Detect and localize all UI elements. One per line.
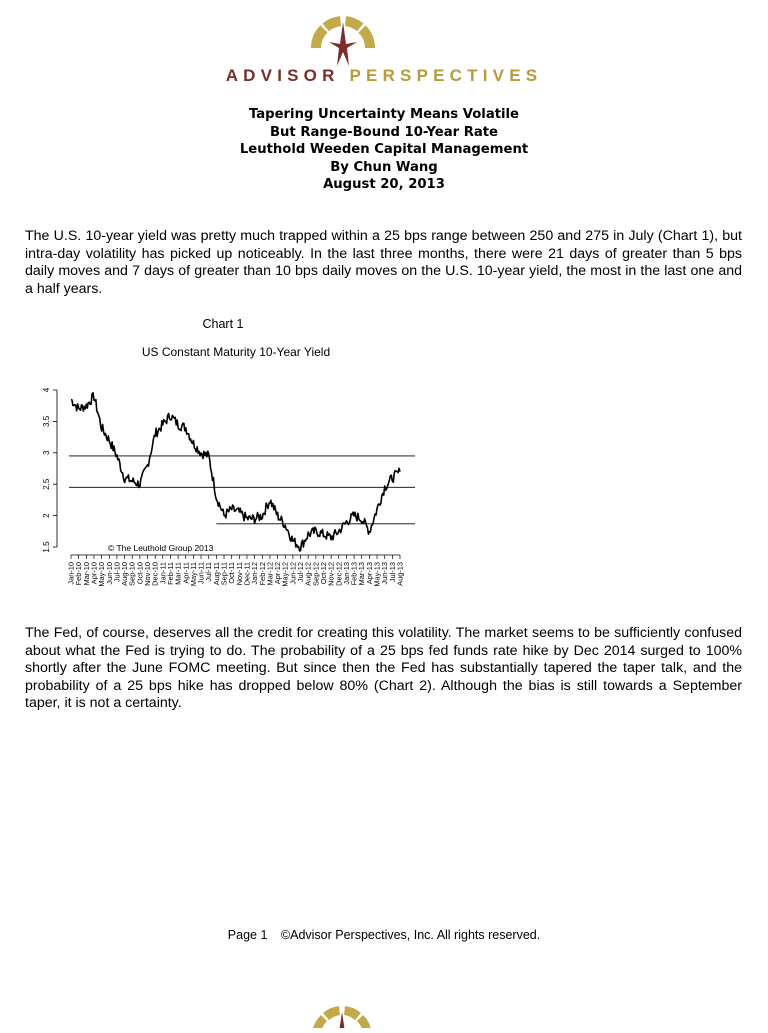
chart-watermark: © The Leuthold Group 2013	[108, 543, 214, 553]
logo-word-perspectives: PERSPECTIVES	[349, 66, 543, 85]
chart-1	[25, 312, 425, 602]
x-tick-label: Feb-11	[165, 562, 175, 585]
x-tick-label: Jul-11	[204, 562, 214, 582]
x-tick-label: Dec-11	[242, 562, 252, 586]
title-line-2: But Range-Bound 10-Year Rate	[269, 124, 499, 140]
x-tick-label: Sep-12	[311, 562, 321, 586]
x-tick-label: Jan-12	[250, 562, 260, 585]
x-tick-label: Jun-11	[196, 562, 206, 585]
x-tick-label: Jan-11	[158, 562, 168, 585]
y-tick-label: 3	[42, 450, 51, 456]
y-tick-label: 3.5	[42, 415, 51, 427]
x-tick-label: Jul-12	[296, 562, 306, 583]
copyright-text: ©Advisor Perspectives, Inc. All rights reserved.	[280, 928, 541, 942]
x-tick-label: Feb-10	[74, 562, 84, 586]
x-tick-label: Jun-13	[380, 562, 390, 585]
x-tick-label: Dec-12	[334, 562, 344, 586]
x-tick-label: Jun-10	[104, 562, 114, 585]
x-tick-label: Aug-10	[120, 562, 130, 586]
logo-word-advisor: ADVISOR	[225, 66, 340, 85]
x-tick-label: Feb-13	[349, 562, 359, 586]
x-tick-label: Nov-10	[143, 562, 153, 586]
x-tick-label: Dec-10	[150, 562, 160, 586]
logo-wordmark	[0, 66, 768, 86]
x-tick-label: May-11	[188, 562, 198, 587]
x-tick-label: Mar-11	[173, 562, 183, 585]
x-tick-label: Jan-13	[341, 562, 351, 585]
article-date: August 20, 2013	[323, 177, 445, 192]
title-line-1: Tapering Uncertainty Means Volatile	[248, 107, 520, 122]
x-tick-label: Apr-10	[89, 562, 99, 585]
author-name: By Chun Wang	[330, 159, 438, 175]
body-paragraph-2: The Fed, of course, deserves all the credit for creating this volatility. The market seems to be sufficiently confused about what the Fed is trying to do. The probability of a 25 bps fed funds rate hike by Dec 2014 surged to 100% shortly after the June FOMC meeting. But since then the Fed has substantially tapered the taper talk, and the probability of a 25 bps hike has dropped below 80% (Chart 2). Although the bias is still towards a September taper, it is not a certainty.	[25, 625, 742, 711]
x-tick-label: Mar-13	[357, 562, 367, 586]
x-tick-label: Jun-12	[288, 562, 298, 585]
author-firm: Leuthold Weeden Capital Management	[239, 142, 529, 157]
x-tick-label: Apr-13	[364, 562, 374, 585]
article-title-block	[0, 106, 768, 194]
x-tick-label: Aug-12	[303, 562, 313, 586]
x-tick-label: Apr-12	[273, 562, 283, 585]
advisor-perspectives-logo	[0, 8, 768, 88]
x-tick-label: Mar-10	[81, 562, 91, 586]
x-tick-label: Nov-12	[326, 562, 336, 586]
x-tick-label: May-12	[280, 562, 290, 587]
x-tick-label: May-13	[372, 562, 382, 587]
y-tick-label: 2.5	[42, 478, 51, 490]
chart-series	[71, 393, 400, 551]
x-tick-label: May-10	[97, 562, 107, 587]
chart-title: US Constant Maturity 10-Year Yield	[141, 345, 331, 359]
x-tick-label: Sep-10	[127, 562, 137, 586]
x-tick-label: Jan-10	[66, 562, 76, 585]
chart-label: Chart 1	[202, 317, 244, 331]
x-tick-label: Apr-11	[181, 562, 191, 584]
yield-chart-svg	[25, 312, 425, 602]
x-tick-label: Jul-10	[112, 562, 122, 583]
body-paragraph-1: The U.S. 10-year yield was pretty much trapped within a 25 bps range between 250 and 275 in July (Chart 1), but intra-day volatility has picked up noticeably. In the last three months, there were 21 days of greater than 5 bps daily moves and 7 days of greater than 10 bps daily moves on the U.S. 10-year yield, the most in the last one and a half years.	[25, 228, 742, 297]
x-tick-label: Aug-11	[211, 562, 221, 586]
x-tick-label: Oct-12	[318, 562, 328, 585]
x-tick-label: Nov-11	[234, 562, 244, 586]
page-number: Page 1	[227, 928, 268, 942]
series-line-10y-yield	[71, 393, 400, 551]
x-tick-label: Jul-13	[387, 562, 397, 583]
x-tick-label: Feb-12	[257, 562, 267, 586]
y-tick-label: 2	[42, 513, 51, 518]
x-tick-label: Sep-11	[219, 562, 229, 586]
compass-star-icon	[0, 8, 768, 66]
x-tick-label: Oct-10	[135, 562, 145, 585]
x-tick-label: Mar-12	[265, 562, 275, 586]
y-tick-label: 4	[42, 387, 51, 393]
page-footer	[0, 928, 768, 942]
y-tick-label: 1.5	[42, 541, 51, 553]
x-tick-label: Oct-11	[227, 562, 237, 584]
x-tick-label: Aug-13	[395, 562, 405, 586]
